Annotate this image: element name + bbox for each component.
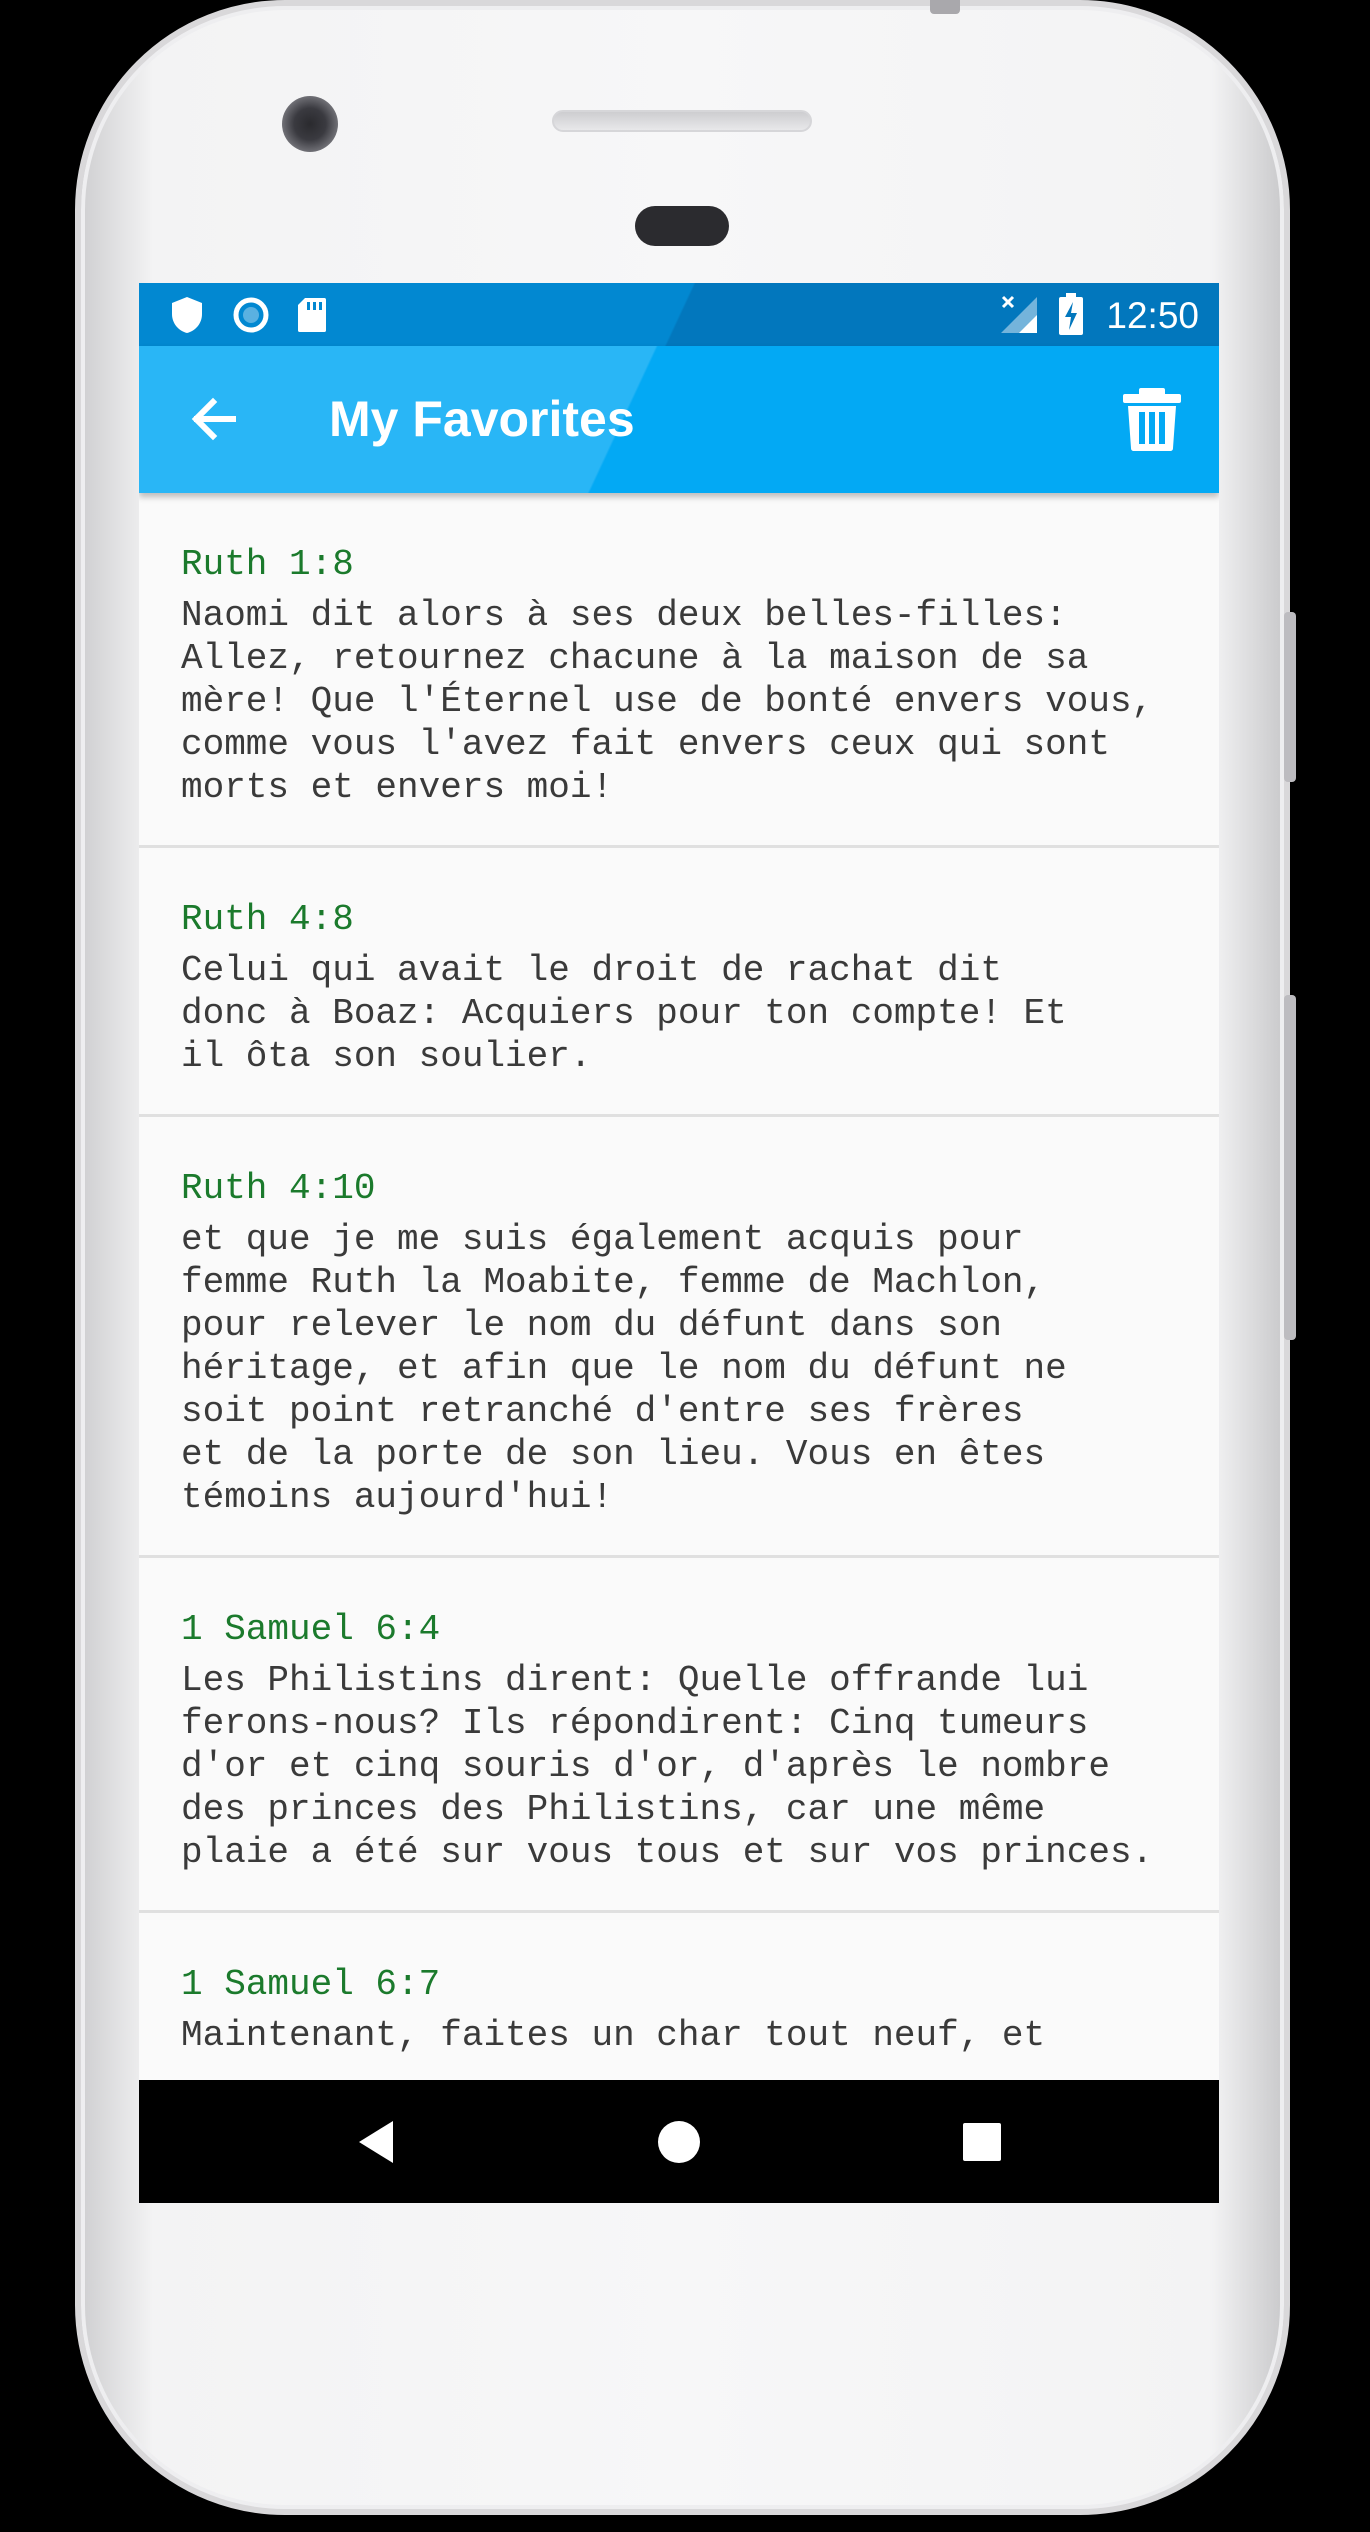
favorite-item[interactable] — [139, 1558, 1219, 1913]
verse-reference: Ruth 1:8 — [181, 544, 354, 585]
page-title: My Favorites — [329, 391, 635, 447]
phone-top-button — [930, 0, 960, 14]
status-bar — [139, 283, 1219, 346]
shield-icon — [169, 295, 205, 340]
favorites-list[interactable] — [139, 493, 1219, 2080]
sd-card-icon — [295, 295, 329, 340]
delete-all-button[interactable] — [1117, 384, 1187, 454]
back-button[interactable] — [181, 386, 247, 452]
proximity-sensor — [635, 206, 729, 246]
nav-back-button[interactable] — [349, 2111, 411, 2173]
earpiece-speaker — [552, 110, 812, 132]
verse-text: Naomi dit alors à ses deux belles-filles: Allez, retournez chacune à la maison de sa mère! Que l'Éternel use de bonté envers vous, comme vous l'avez fait envers ceux qui sont morts et envers moi! — [181, 595, 1154, 808]
battery-charging-icon — [1057, 292, 1085, 341]
phone-power-button — [1284, 995, 1296, 1340]
trash-icon — [1117, 384, 1187, 454]
verse-text: Celui qui avait le droit de rachat dit donc à Boaz: Acquiers pour ton compte! Et il ôta son soulier. — [181, 950, 1067, 1077]
favorite-item[interactable] — [139, 493, 1219, 848]
verse-text: et que je me suis également acquis pour femme Ruth la Moabite, femme de Machlon, pour relever le nom du défunt dans son héritage, et afin que le nom du défunt ne soit point retranché d'entre ses frères et de la porte de son lieu. Vous en êtes témoins aujourd'hui! — [181, 1219, 1067, 1518]
nav-home-icon — [648, 2111, 710, 2173]
nav-recents-button[interactable] — [951, 2111, 1013, 2173]
circle-icon — [231, 295, 271, 340]
favorite-item[interactable] — [139, 1913, 1219, 2080]
verse-reference: 1 Samuel 6:7 — [181, 1964, 441, 2005]
nav-back-icon — [349, 2111, 411, 2173]
nav-recents-icon — [951, 2111, 1013, 2173]
navigation-bar — [139, 2080, 1219, 2203]
verse-reference: Ruth 4:10 — [181, 1168, 376, 1209]
nav-home-button[interactable] — [648, 2111, 710, 2173]
status-clock: 12:50 — [1106, 295, 1199, 336]
verse-reference: 1 Samuel 6:4 — [181, 1609, 441, 1650]
front-camera — [282, 96, 338, 152]
screen — [139, 283, 1219, 2203]
arrow-back-icon — [181, 386, 247, 452]
phone-volume-button — [1284, 612, 1296, 782]
verse-text: Maintenant, faites un char tout neuf, et — [181, 2015, 1046, 2056]
favorite-item[interactable] — [139, 1117, 1219, 1558]
verse-text: Les Philistins dirent: Quelle offrande lui ferons-nous? Ils répondirent: Cinq tumeurs d'or et cinq souris d'or, d'après le nombre des princes des Philistins, car une même plaie a été sur vous tous et sur vos princes. — [181, 1660, 1154, 1873]
verse-reference: Ruth 4:8 — [181, 899, 354, 940]
app-bar — [139, 346, 1219, 493]
favorite-item[interactable] — [139, 848, 1219, 1117]
signal-off-icon — [999, 293, 1039, 340]
